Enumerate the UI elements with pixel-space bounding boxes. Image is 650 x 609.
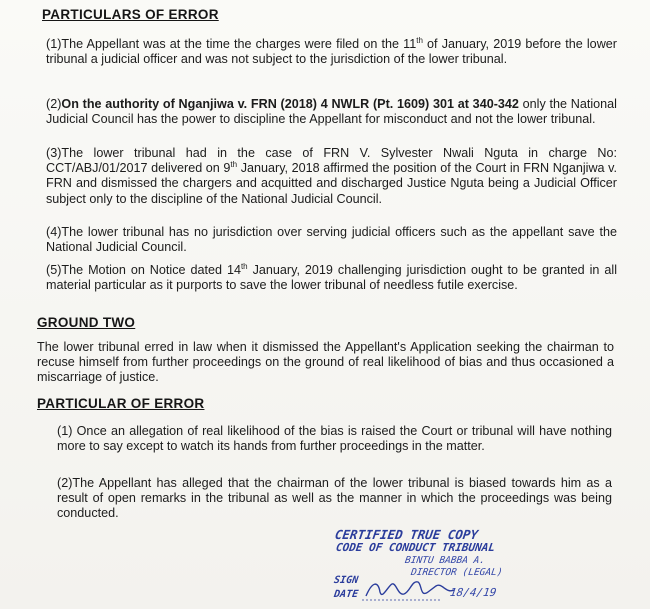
stamp-line-title: DIRECTOR (LEGAL) (410, 567, 504, 578)
ground-two-particular-1-number: (1) (57, 424, 73, 438)
stamp-sign-label: SIGN (333, 575, 359, 586)
ground-two-particular-1 (57, 424, 612, 454)
ground-two-particular-2-number: (2) (57, 476, 73, 490)
particular-3 (46, 146, 617, 207)
particular-4-number: (4) (46, 225, 62, 239)
particular-5 (46, 263, 617, 293)
particular-1-number: (1) (46, 37, 62, 51)
ground-two-particular-2 (57, 476, 612, 522)
heading-particulars-of-error: PARTICULARS OF ERROR (42, 7, 219, 22)
particular-2-text: only the National Judicial Council has the power to discipline the Appellant for misconduct and not the lower tribunal. (46, 97, 617, 127)
particular-1-text-b: of January, 2019 before the lower tribunal a judicial officer and was not subject to the jurisdiction of the lower tribunal. (46, 37, 617, 67)
particular-5-text-a: The Motion on Notice dated 14 (61, 263, 241, 277)
particular-3-sup: th (230, 160, 238, 170)
particular-1 (46, 37, 617, 67)
stamp-line-tribunal: CODE OF CONDUCT TRIBUNAL (335, 541, 496, 554)
particular-3-text-b: January, 2018 affirmed the position of the Court in FRN Nganjiwa v. FRN and dismissed the chargers and acquitted and discharged Justice Nguta being a Judicial Officer subject only to the discipline of the National Judicial Council. (46, 161, 617, 206)
particular-5-text-b: January, 2019 challenging jurisdiction ought to be granted in all material particular as it purports to save the lower tribunal of needless futile exercise. (46, 263, 617, 293)
particular-1-text-a: The Appellant was at the time the charges were filed on the 11 (61, 37, 417, 51)
ground-two-particular-1-text: Once an allegation of real likelihood of the bias is raised the Court or tribunal will have nothing more to say except to watch its hands from further proceedings in the matter. (57, 424, 612, 454)
particular-2 (46, 97, 617, 127)
particular-5-number: (5) (46, 263, 62, 277)
heading-particular-of-error: PARTICULAR OF ERROR (37, 396, 205, 411)
particular-2-authority: On the authority of Nganjiwa v. FRN (2018) 4 NWLR (Pt. 1609) 301 at 340-342 (61, 97, 519, 111)
particular-4 (46, 225, 617, 255)
stamp-line-certified: CERTIFIED TRUE COPY (333, 527, 480, 542)
particular-3-text-a: The lower tribunal had in the case of FRN V. Sylvester Nwali Nguta in charge No: CCT/ABJ/01/2017 delivered on 9 (46, 146, 617, 176)
signature-icon (362, 572, 472, 604)
particular-5-sup: th (240, 261, 248, 271)
stamp-handwritten-date: 18/4/19 (449, 586, 498, 599)
stamp-date-label: DATE (333, 589, 359, 600)
particular-2-number: (2) (46, 97, 62, 111)
particular-4-text: The lower tribunal has no jurisdiction over serving judicial officers such as the appellant save the National Judicial Council. (46, 225, 617, 255)
stamp-line-name: BINTU BABBA A. (404, 555, 486, 566)
ground-two-particular-2-text: The Appellant has alleged that the chairman of the lower tribunal is biased towards him as a result of open remarks in the tribunal as well as the manner in which the proceedings was being conducted. (57, 476, 612, 521)
heading-ground-two: GROUND TWO (37, 315, 136, 330)
particular-3-number: (3) (46, 146, 62, 160)
particular-1-sup: th (416, 35, 423, 45)
ground-two-text: The lower tribunal erred in law when it dismissed the Appellant's Application seeking the chairman to recuse himself from further proceedings on the ground of real likelihood of bias and thus occasioned a miscarriage of justice. (37, 340, 614, 385)
